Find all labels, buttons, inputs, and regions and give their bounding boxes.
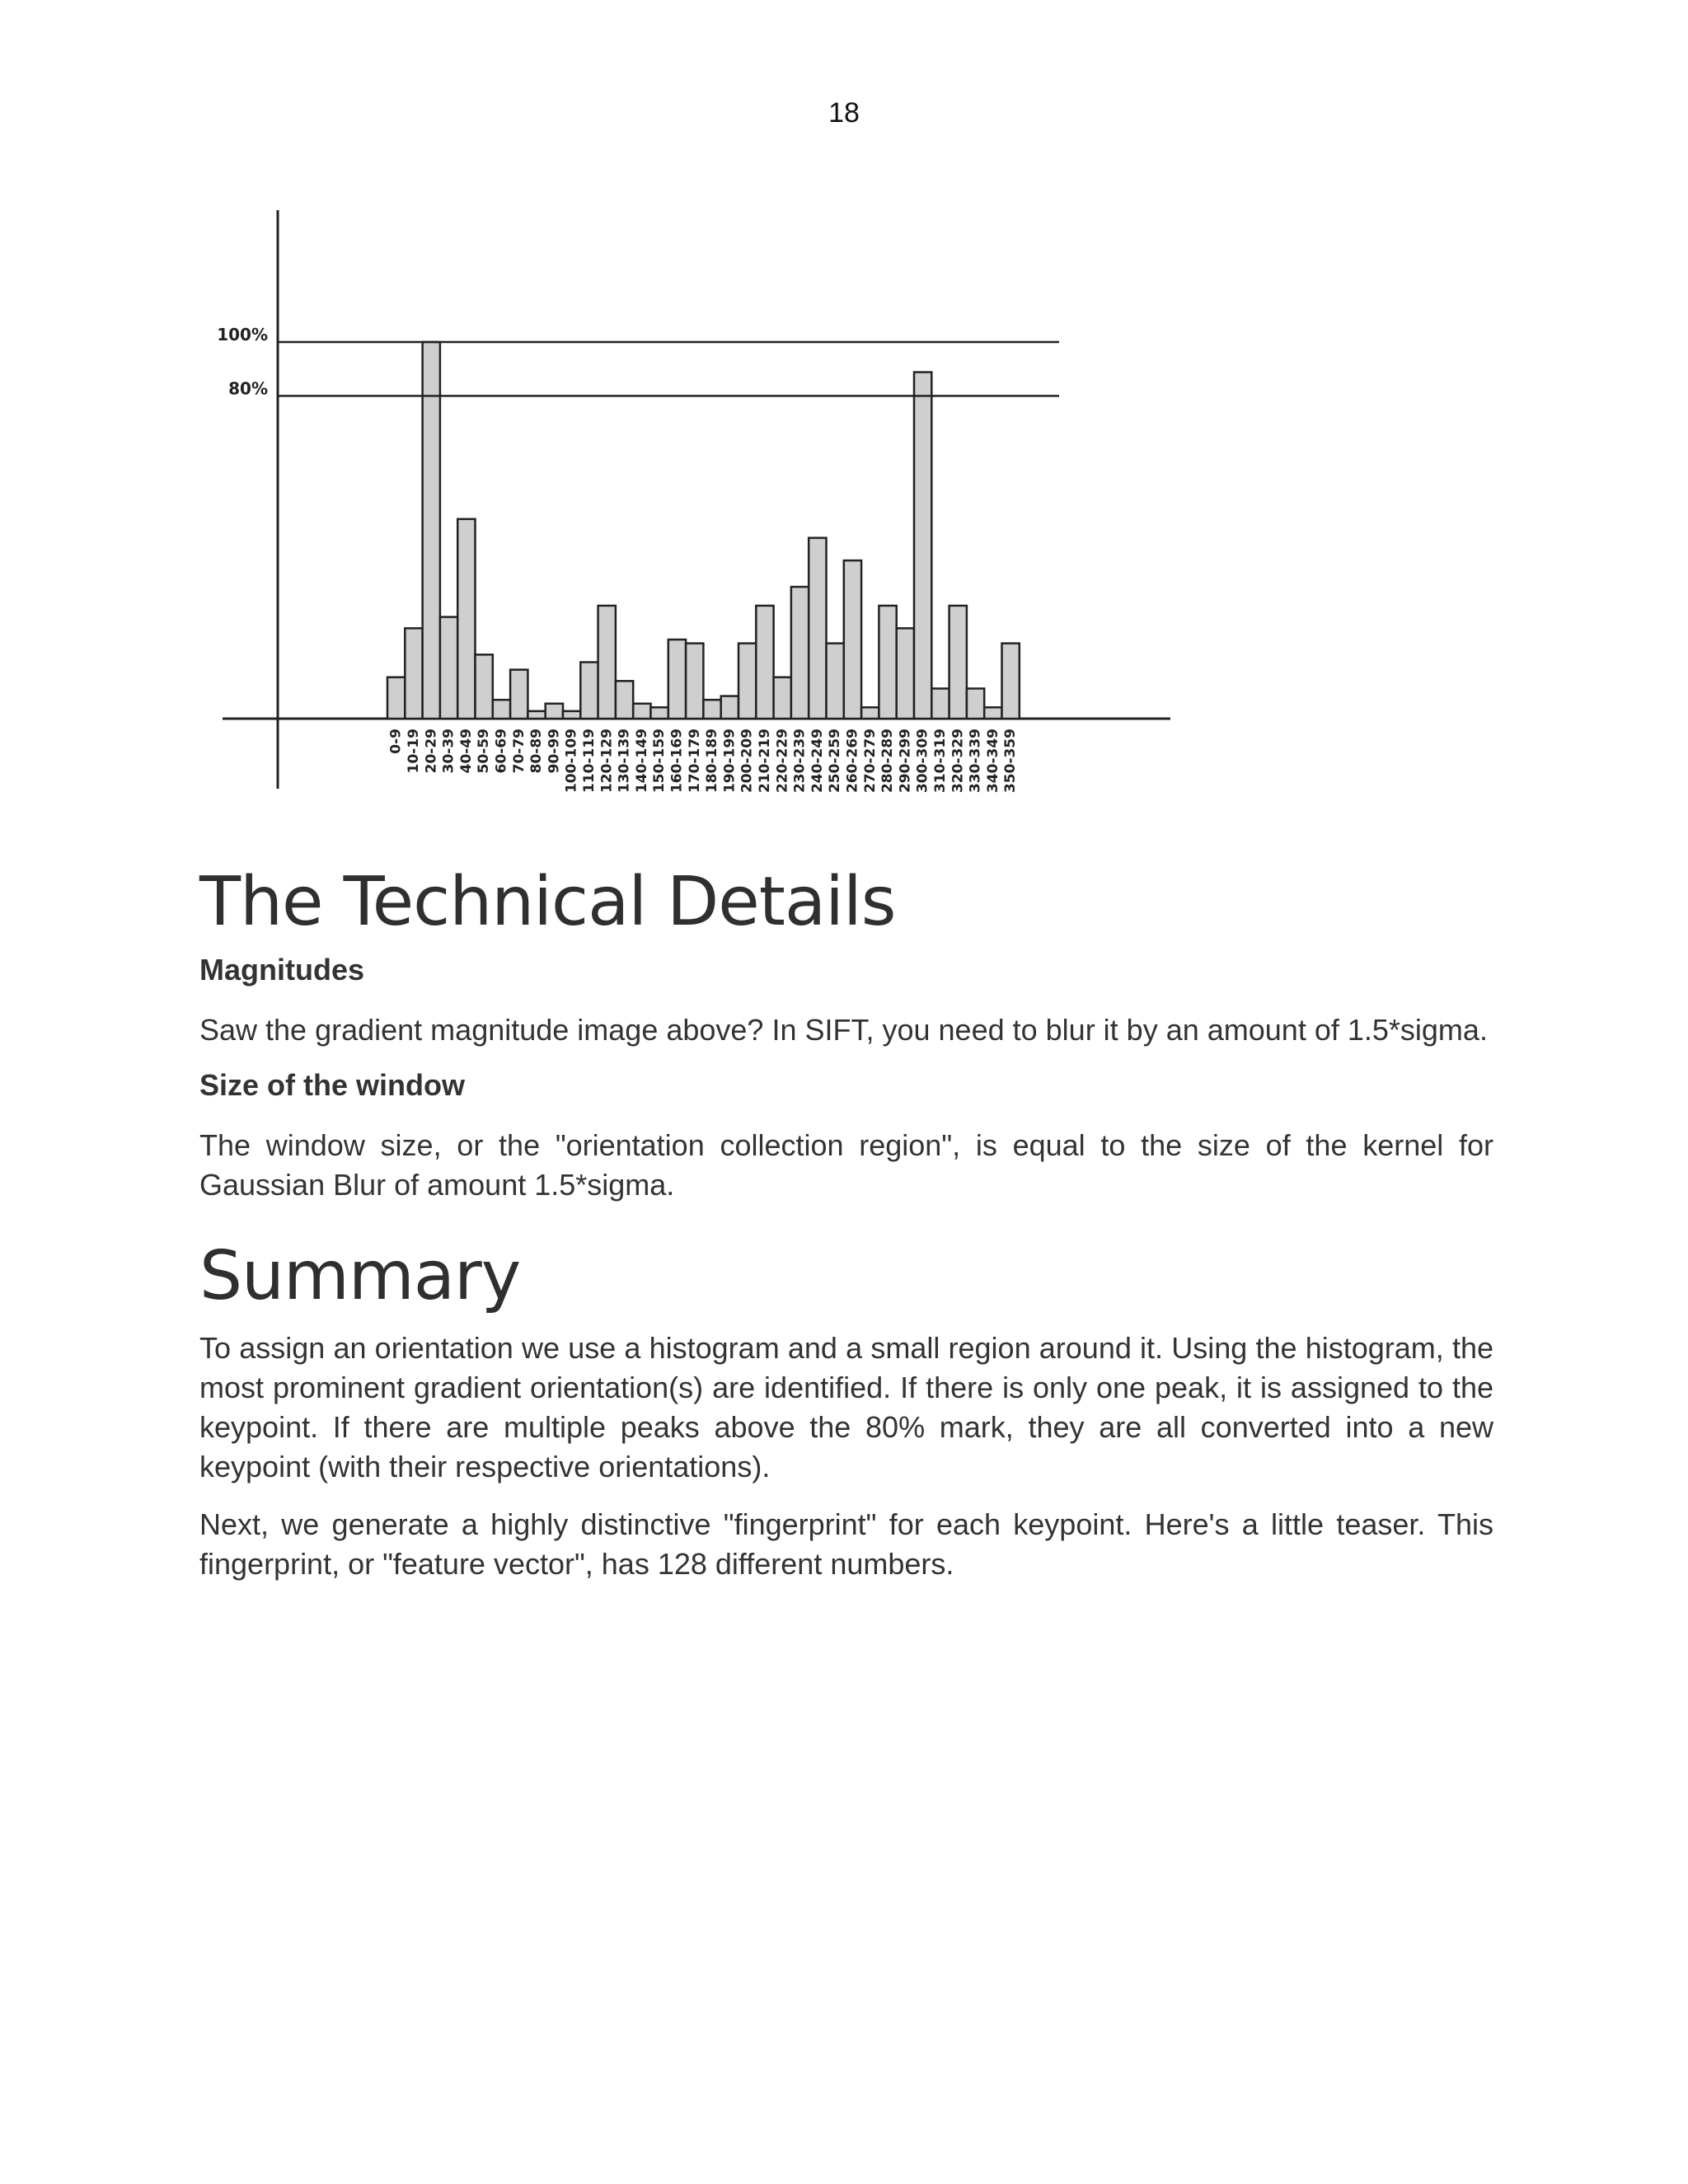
- histogram-bar: [703, 700, 720, 719]
- histogram-bar: [756, 606, 773, 719]
- histogram-bar: [510, 670, 528, 719]
- histogram-bar: [528, 711, 545, 719]
- histogram-bar: [405, 628, 422, 719]
- x-tick-label: 30-39: [440, 729, 457, 774]
- summary-paragraph-1: To assign an orientation we use a histogram and a small region around it. Using the histogram, the most prominent gradient orientation(s) are identified. If there is only one peak, it is assigned to the keypoint. If there are multiple peaks above the 80% mark, they are all converted into a new keypoint (with their respective orientations).: [199, 1331, 1493, 1484]
- histogram-bar: [984, 707, 1001, 719]
- histogram-bar: [651, 707, 668, 719]
- x-tick-label: 190-199: [721, 729, 738, 794]
- x-tick-label: 310-319: [931, 729, 949, 794]
- histogram-bar: [546, 704, 563, 719]
- magnitudes-subheading: Magnitudes: [199, 953, 365, 987]
- magnitudes-paragraph: Saw the gradient magnitude image above? In SIFT, you need to blur it by an amount of 1.5*sigma.: [199, 1013, 1488, 1047]
- x-tick-label: 110-119: [580, 729, 598, 794]
- histogram-bar: [931, 688, 949, 719]
- x-tick-label: 280-289: [879, 729, 897, 794]
- histogram-bar: [668, 640, 686, 719]
- histogram-bar: [580, 662, 598, 719]
- histogram-bar: [598, 606, 616, 719]
- histogram-bar: [950, 606, 967, 719]
- x-tick-label: 220-229: [774, 729, 791, 794]
- x-tick-label: 150-159: [651, 729, 668, 794]
- histogram-bar: [897, 628, 914, 719]
- x-tick-label: 0-9: [387, 729, 405, 754]
- histogram-bar: [476, 654, 493, 719]
- x-tick-label: 80-89: [528, 729, 546, 774]
- window-size-subheading: Size of the window: [199, 1068, 465, 1103]
- x-tick-label: 50-59: [476, 729, 493, 774]
- reference-line-label: 80%: [228, 378, 268, 399]
- histogram-bar: [827, 644, 844, 719]
- histogram-bar: [738, 644, 756, 719]
- x-tick-label: 60-69: [493, 729, 510, 774]
- x-tick-label: 100-109: [563, 729, 580, 794]
- x-tick-label: 260-269: [844, 729, 861, 794]
- x-tick-label: 270-279: [861, 729, 879, 794]
- histogram-bar: [423, 342, 440, 719]
- histogram-bar: [914, 373, 931, 719]
- x-tick-label: 20-29: [423, 729, 440, 774]
- x-tick-label: 340-349: [984, 729, 1001, 794]
- window-size-paragraph: The window size, or the "orientation collection region", is equal to the size of the kernel for Gaussian Blur of amount 1.5*sigma.: [199, 1128, 1493, 1202]
- x-tick-label: 170-179: [686, 729, 703, 794]
- x-tick-label: 250-259: [827, 729, 844, 794]
- histogram-bar: [861, 707, 879, 719]
- histogram-bar: [563, 711, 580, 719]
- x-tick-label: 320-329: [950, 729, 967, 794]
- histogram-bar: [967, 688, 984, 719]
- histogram-bar: [879, 606, 896, 719]
- x-tick-label: 240-249: [809, 729, 826, 794]
- technical-details-heading: The Technical Details: [199, 863, 896, 941]
- x-tick-label: 70-79: [510, 729, 528, 774]
- reference-line-label: 100%: [217, 325, 268, 344]
- histogram-bar: [721, 696, 738, 719]
- x-tick-label: 330-339: [967, 729, 984, 794]
- x-tick-label: 210-219: [756, 729, 773, 794]
- x-tick-label: 160-169: [668, 729, 686, 794]
- histogram-bar: [774, 677, 791, 719]
- histogram-bar: [791, 587, 809, 719]
- x-tick-label: 90-99: [546, 729, 563, 774]
- histogram-bar: [387, 677, 405, 719]
- x-tick-label: 290-299: [897, 729, 914, 794]
- x-tick-label: 230-239: [791, 729, 809, 794]
- x-tick-label: 300-309: [914, 729, 931, 794]
- x-tick-label: 120-129: [598, 729, 616, 794]
- histogram-bar: [686, 644, 703, 719]
- x-tick-label: 350-359: [1002, 729, 1020, 794]
- x-tick-label: 130-139: [616, 729, 633, 794]
- histogram-bar: [493, 700, 510, 719]
- page-number: 18: [828, 97, 860, 129]
- x-tick-label: 140-149: [633, 729, 650, 794]
- summary-heading: Summary: [199, 1237, 521, 1316]
- x-tick-label: 200-209: [738, 729, 756, 794]
- orientation-histogram-chart: [198, 202, 1187, 812]
- histogram-bar: [844, 560, 861, 719]
- histogram-bar: [616, 681, 633, 719]
- histogram-bar: [440, 617, 457, 719]
- histogram-bar: [633, 704, 650, 719]
- summary-paragraph-2: Next, we generate a highly distinctive "fingerprint" for each keypoint. Here's a little teaser. This fingerprint, or "feature vector", has 128 different numbers.: [199, 1507, 1493, 1582]
- x-tick-label: 10-19: [405, 729, 422, 774]
- histogram-bar: [1002, 644, 1020, 719]
- histogram-bar: [809, 538, 826, 719]
- x-tick-label: 180-189: [704, 729, 721, 794]
- x-tick-label: 40-49: [457, 729, 475, 774]
- histogram-bar: [457, 519, 475, 719]
